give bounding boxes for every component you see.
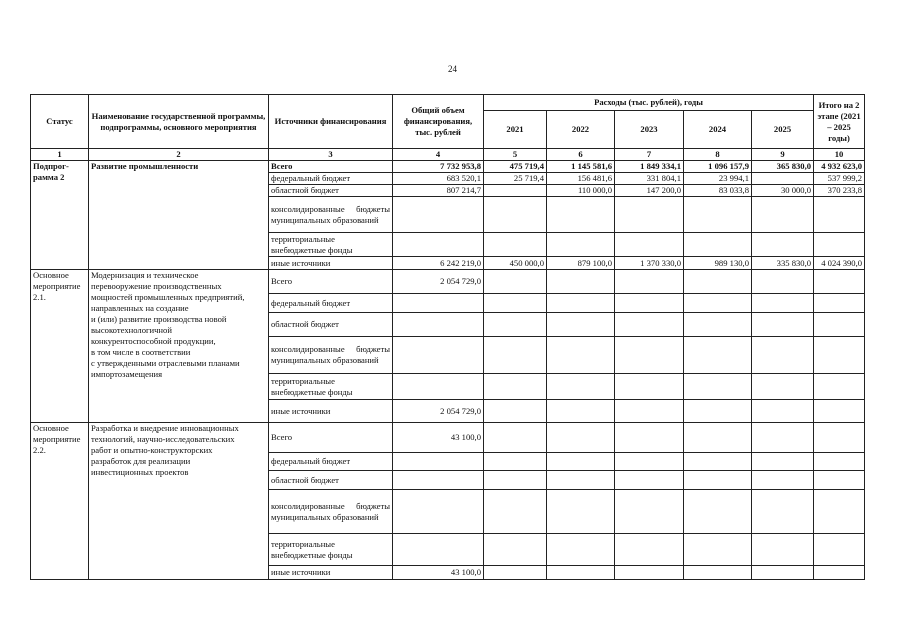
value-cell (752, 233, 814, 257)
column-number: 9 (752, 149, 814, 161)
source-cell: иные источники (269, 257, 393, 270)
value-cell: 475 719,4 (484, 161, 547, 173)
value-cell: 6 242 219,0 (393, 257, 484, 270)
value-cell (752, 453, 814, 471)
value-cell: 43 100,0 (393, 423, 484, 453)
value-cell (484, 197, 547, 233)
value-cell (484, 400, 547, 423)
value-cell: 147 200,0 (615, 185, 684, 197)
value-cell (684, 471, 752, 490)
value-cell (484, 453, 547, 471)
value-cell (393, 534, 484, 566)
value-cell (547, 453, 615, 471)
table-row (31, 270, 865, 294)
value-cell (547, 534, 615, 566)
value-cell (684, 197, 752, 233)
column-number: 2 (89, 149, 269, 161)
header-year: 2023 (615, 111, 684, 149)
value-cell (615, 374, 684, 400)
status-cell: Подпрог- рамма 2 (31, 161, 89, 270)
value-cell (615, 197, 684, 233)
value-cell (684, 294, 752, 313)
value-cell (615, 490, 684, 534)
source-cell: консолидированные бюджеты муниципальных образований (269, 197, 393, 233)
value-cell (484, 294, 547, 313)
value-cell (814, 197, 865, 233)
value-cell (814, 534, 865, 566)
value-cell (484, 490, 547, 534)
value-cell (484, 423, 547, 453)
value-cell (752, 400, 814, 423)
value-cell: 989 130,0 (684, 257, 752, 270)
value-cell (484, 337, 547, 374)
header-total: Общий объем финансирования, тыс. рублей (393, 95, 484, 149)
value-cell (814, 313, 865, 337)
value-cell (547, 423, 615, 453)
value-cell: 43 100,0 (393, 566, 484, 580)
value-cell: 25 719,4 (484, 173, 547, 185)
value-cell: 110 000,0 (547, 185, 615, 197)
value-cell: 683 520,1 (393, 173, 484, 185)
value-cell (615, 471, 684, 490)
column-number: 10 (814, 149, 865, 161)
value-cell (752, 566, 814, 580)
value-cell (547, 400, 615, 423)
value-cell (684, 400, 752, 423)
source-cell: областной бюджет (269, 313, 393, 337)
value-cell (393, 374, 484, 400)
value-cell (615, 294, 684, 313)
value-cell (547, 471, 615, 490)
program-name-cell: Развитие промышленности (89, 161, 269, 270)
value-cell (684, 423, 752, 453)
value-cell: 7 732 953,8 (393, 161, 484, 173)
value-cell (814, 337, 865, 374)
value-cell: 1 096 157,9 (684, 161, 752, 173)
value-cell (393, 313, 484, 337)
value-cell (814, 270, 865, 294)
value-cell (547, 197, 615, 233)
value-cell: 4 932 623,0 (814, 161, 865, 173)
value-cell (547, 490, 615, 534)
value-cell (752, 313, 814, 337)
value-cell (752, 534, 814, 566)
value-cell (484, 534, 547, 566)
value-cell (547, 233, 615, 257)
value-cell (393, 490, 484, 534)
status-cell: Основное мероприятие 2.1. (31, 270, 89, 423)
program-name-cell: Разработка и внедрение инновационных технологий, научно-исследовательских работ и опытно-конструкторских разработок для реализации инвестиционных проектов (89, 423, 269, 580)
value-cell (814, 294, 865, 313)
value-cell (752, 270, 814, 294)
value-cell (484, 233, 547, 257)
value-cell: 450 000,0 (484, 257, 547, 270)
source-cell: иные источники (269, 566, 393, 580)
value-cell (484, 313, 547, 337)
value-cell (752, 337, 814, 374)
column-number: 7 (615, 149, 684, 161)
value-cell: 335 830,0 (752, 257, 814, 270)
value-cell: 23 994,1 (684, 173, 752, 185)
value-cell: 4 024 390,0 (814, 257, 865, 270)
value-cell (393, 197, 484, 233)
value-cell (615, 337, 684, 374)
header-sources: Источники финансирования (269, 95, 393, 149)
column-number: 5 (484, 149, 547, 161)
value-cell: 2 054 729,0 (393, 400, 484, 423)
value-cell (814, 471, 865, 490)
value-cell (615, 313, 684, 337)
value-cell (484, 566, 547, 580)
value-cell: 1 370 330,0 (615, 257, 684, 270)
status-cell: Основное мероприятие 2.2. (31, 423, 89, 580)
source-cell: территориальные внебюджетные фонды (269, 233, 393, 257)
value-cell (684, 313, 752, 337)
value-cell (484, 270, 547, 294)
value-cell (615, 233, 684, 257)
value-cell (752, 197, 814, 233)
value-cell (393, 294, 484, 313)
value-cell (684, 337, 752, 374)
page-number: 24 (448, 64, 457, 74)
column-number: 3 (269, 149, 393, 161)
value-cell: 365 830,0 (752, 161, 814, 173)
header-expenses: Расходы (тыс. рублей), годы (484, 95, 814, 111)
source-cell: Всего (269, 270, 393, 294)
source-cell: консолидированные бюджеты муниципальных образований (269, 337, 393, 374)
column-number: 1 (31, 149, 89, 161)
source-cell: областной бюджет (269, 185, 393, 197)
value-cell: 2 054 729,0 (393, 270, 484, 294)
value-cell (393, 233, 484, 257)
header-year: 2025 (752, 111, 814, 149)
value-cell (615, 423, 684, 453)
value-cell (814, 400, 865, 423)
value-cell: 1 849 334,1 (615, 161, 684, 173)
value-cell (814, 566, 865, 580)
value-cell: 537 999,2 (814, 173, 865, 185)
value-cell: 83 033,8 (684, 185, 752, 197)
source-cell: консолидированные бюджеты муниципальных образований (269, 490, 393, 534)
value-cell: 370 233,8 (814, 185, 865, 197)
column-number-row (31, 149, 865, 161)
value-cell (615, 566, 684, 580)
financing-table (30, 94, 865, 580)
source-cell: Всего (269, 423, 393, 453)
value-cell: 30 000,0 (752, 185, 814, 197)
value-cell (547, 294, 615, 313)
value-cell (684, 453, 752, 471)
value-cell (547, 374, 615, 400)
value-cell (684, 566, 752, 580)
value-cell (393, 337, 484, 374)
header-stage-total: Итого на 2 этапе (2021 – 2025 годы) (814, 95, 865, 149)
value-cell (752, 294, 814, 313)
source-cell: иные источники (269, 400, 393, 423)
value-cell (814, 490, 865, 534)
source-cell: областной бюджет (269, 471, 393, 490)
value-cell (684, 233, 752, 257)
value-cell (814, 374, 865, 400)
value-cell: 331 804,1 (615, 173, 684, 185)
value-cell (814, 423, 865, 453)
value-cell (615, 270, 684, 294)
value-cell (393, 471, 484, 490)
table-row (31, 423, 865, 453)
value-cell (615, 534, 684, 566)
column-number: 4 (393, 149, 484, 161)
value-cell (484, 374, 547, 400)
value-cell: 1 145 581,6 (547, 161, 615, 173)
value-cell (814, 233, 865, 257)
value-cell (484, 185, 547, 197)
source-cell: территориальные внебюджетные фонды (269, 534, 393, 566)
column-number: 8 (684, 149, 752, 161)
value-cell (684, 490, 752, 534)
program-name-cell: Модернизация и техническое перевооружение производственных мощностей промышленных предприятий, направленных на создание и (или) развитие производства новой высокотехнологичной конкурентоспособной продукции, в том числе в соответствии с утвержденными отраслевыми планами импортозамещения (89, 270, 269, 423)
value-cell (684, 374, 752, 400)
value-cell (752, 471, 814, 490)
source-cell: федеральный бюджет (269, 453, 393, 471)
value-cell (814, 453, 865, 471)
header-year: 2022 (547, 111, 615, 149)
header-name: Наименование государственной программы, подпрограммы, основного мероприятия (89, 95, 269, 149)
value-cell (752, 490, 814, 534)
value-cell (752, 374, 814, 400)
value-cell (547, 566, 615, 580)
value-cell (684, 534, 752, 566)
value-cell (615, 453, 684, 471)
table-row (31, 161, 865, 173)
value-cell (615, 400, 684, 423)
source-cell: территориальные внебюджетные фонды (269, 374, 393, 400)
source-cell: Всего (269, 161, 393, 173)
header-status: Статус (31, 95, 89, 149)
source-cell: федеральный бюджет (269, 173, 393, 185)
value-cell (484, 471, 547, 490)
header-year: 2021 (484, 111, 547, 149)
value-cell (393, 453, 484, 471)
value-cell: 807 214,7 (393, 185, 484, 197)
value-cell: 156 481,6 (547, 173, 615, 185)
column-number: 6 (547, 149, 615, 161)
value-cell (684, 270, 752, 294)
value-cell: 879 100,0 (547, 257, 615, 270)
source-cell: федеральный бюджет (269, 294, 393, 313)
value-cell (752, 173, 814, 185)
value-cell (547, 270, 615, 294)
value-cell (547, 313, 615, 337)
value-cell (547, 337, 615, 374)
value-cell (752, 423, 814, 453)
header-year: 2024 (684, 111, 752, 149)
